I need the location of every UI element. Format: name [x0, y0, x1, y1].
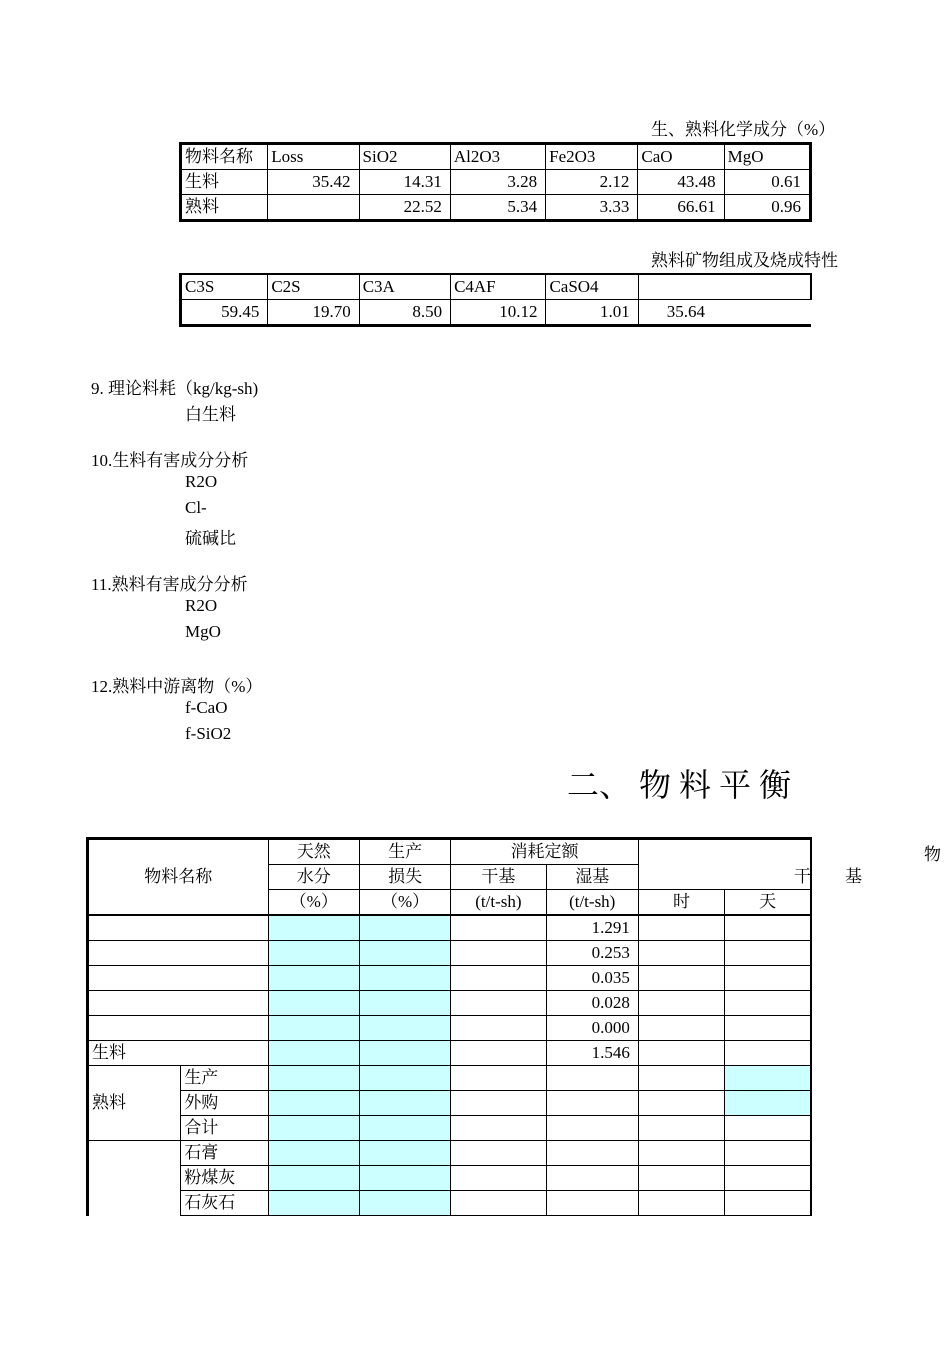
hour-cell	[638, 941, 724, 966]
chem-h6: MgO	[724, 144, 810, 170]
chem-cell: 5.34	[450, 195, 545, 221]
hour-cell	[638, 1141, 724, 1166]
wet-cell: 0.000	[546, 1016, 638, 1041]
balance-name-header: 物料名称	[88, 839, 269, 916]
loss-cell[interactable]	[359, 1016, 450, 1041]
section-12-item: f-CaO	[185, 698, 228, 717]
header-unit-wet: (t/t-sh)	[546, 890, 638, 916]
header-production: 生产	[359, 839, 450, 865]
clinker-label: 熟料	[88, 1066, 181, 1141]
dry-cell	[451, 991, 546, 1016]
chem-cell	[268, 195, 359, 221]
loss-cell[interactable]	[359, 1166, 450, 1191]
moisture-cell[interactable]	[268, 1066, 359, 1091]
mineral-cell: 19.70	[268, 300, 359, 326]
dry-cell	[451, 1166, 546, 1191]
mineral-caption: 熟料矿物组成及烧成特性	[651, 251, 838, 270]
day-cell	[725, 941, 811, 966]
mineral-h4: CaSO4	[546, 274, 638, 300]
table-row	[181, 300, 812, 326]
header-blank	[638, 839, 811, 865]
section-9-title: 9. 理论料耗（kg/kg-sh)	[91, 379, 259, 398]
mineral-h2: C3A	[359, 274, 450, 300]
moisture-cell[interactable]	[268, 915, 359, 941]
raw-meal-label: 生料	[88, 1041, 269, 1066]
chem-h3: Al2O3	[450, 144, 545, 170]
hour-cell	[638, 1091, 724, 1116]
additive-group	[88, 1141, 181, 1216]
table-row	[88, 1141, 812, 1166]
chem-h5: CaO	[638, 144, 724, 170]
header-dry: 干基	[451, 865, 546, 890]
mineral-h3: C4AF	[451, 274, 546, 300]
moisture-cell[interactable]	[268, 991, 359, 1016]
section-10-item: 硫碱比	[185, 529, 236, 548]
chem-cell: 3.28	[450, 170, 545, 195]
day-cell	[725, 1016, 811, 1041]
table-row	[88, 1041, 812, 1066]
row-label	[88, 915, 269, 941]
wet-cell: 0.028	[546, 991, 638, 1016]
day-cell	[725, 991, 811, 1016]
table-row	[88, 991, 812, 1016]
section-11-item: MgO	[185, 622, 221, 641]
hour-cell	[638, 966, 724, 991]
chem-cell: 22.52	[359, 195, 450, 221]
dry-cell	[451, 1066, 546, 1091]
loss-cell[interactable]	[359, 915, 450, 941]
chem-table	[179, 142, 812, 222]
loss-cell[interactable]	[359, 1141, 450, 1166]
header-loss: 损失	[359, 865, 450, 890]
wet-cell	[546, 1091, 638, 1116]
chem-cell: 3.33	[546, 195, 638, 221]
table-row	[181, 195, 811, 221]
clinker-sub-label: 生产	[181, 1066, 268, 1091]
row-label	[88, 966, 269, 991]
dry-cell	[451, 1116, 546, 1141]
header-pct2: （%）	[359, 890, 450, 916]
table-row	[88, 1116, 812, 1141]
day-cell[interactable]	[725, 1091, 811, 1116]
section-9-item: 白生料	[185, 405, 236, 424]
moisture-cell[interactable]	[268, 1166, 359, 1191]
hour-cell	[638, 1191, 724, 1216]
section-11-item: R2O	[185, 596, 218, 615]
moisture-cell[interactable]	[268, 1016, 359, 1041]
header-natural: 天然	[268, 839, 359, 865]
chem-cell: 66.61	[638, 195, 724, 221]
loss-cell[interactable]	[359, 966, 450, 991]
additive-label: 粉煤灰	[181, 1166, 268, 1191]
day-cell[interactable]	[725, 1066, 811, 1091]
balance-right-top: 物	[924, 845, 941, 864]
mineral-cell: 10.12	[451, 300, 546, 326]
moisture-cell[interactable]	[268, 1091, 359, 1116]
chem-cell: 14.31	[359, 170, 450, 195]
loss-cell[interactable]	[359, 941, 450, 966]
mineral-h0: C3S	[181, 274, 268, 300]
balance-table	[86, 837, 862, 1216]
chem-cell: 2.12	[546, 170, 638, 195]
day-cell	[725, 1116, 811, 1141]
dry-cell	[451, 966, 546, 991]
wet-cell	[546, 1191, 638, 1216]
mineral-cell: 8.50	[359, 300, 450, 326]
chem-cell: 43.48	[638, 170, 724, 195]
chem-caption: 生、熟料化学成分（%）	[651, 120, 836, 139]
chem-h2: SiO2	[359, 144, 450, 170]
section-12-title: 12.熟料中游离物（%）	[91, 677, 263, 696]
section-11-title: 11.熟料有害成分分析	[91, 575, 248, 594]
chem-h4: Fe2O3	[546, 144, 638, 170]
dry-cell	[451, 1191, 546, 1216]
header-hour: 时	[638, 890, 724, 916]
additive-label: 石灰石	[181, 1191, 268, 1216]
moisture-cell[interactable]	[268, 1116, 359, 1141]
header-pct1: （%）	[268, 890, 359, 916]
mineral-h5	[638, 274, 811, 300]
mineral-header-row	[181, 274, 812, 300]
balance-header-row-1	[88, 839, 812, 865]
chem-cell: 35.42	[268, 170, 359, 195]
table-row	[181, 170, 811, 195]
table-row	[88, 1191, 812, 1216]
row-label	[88, 1016, 269, 1041]
moisture-cell[interactable]	[268, 1041, 359, 1066]
mineral-cell: 1.01	[546, 300, 638, 326]
wet-cell: 0.253	[546, 941, 638, 966]
header-moisture: 水分	[268, 865, 359, 890]
day-cell	[725, 1166, 811, 1191]
section-10-title: 10.生料有害成分分析	[91, 451, 249, 470]
loss-cell[interactable]	[359, 1116, 450, 1141]
chem-h0: 物料名称	[181, 144, 268, 170]
hour-cell	[638, 991, 724, 1016]
table-row	[88, 1016, 812, 1041]
dry-cell	[451, 1041, 546, 1066]
header-dry-basis: 干 基	[794, 866, 862, 886]
table-row	[88, 915, 812, 941]
chem-cell: 熟料	[181, 195, 268, 221]
hour-cell	[638, 1066, 724, 1091]
table-row	[88, 1091, 812, 1116]
loss-cell[interactable]	[359, 1066, 450, 1091]
moisture-cell[interactable]	[268, 1191, 359, 1216]
loss-cell[interactable]	[359, 1191, 450, 1216]
moisture-cell[interactable]	[268, 966, 359, 991]
chem-cell: 0.61	[724, 170, 810, 195]
header-quota: 消耗定额	[451, 839, 639, 865]
mineral-h1: C2S	[268, 274, 359, 300]
wet-cell	[546, 1116, 638, 1141]
hour-cell	[638, 1016, 724, 1041]
chem-cell: 0.96	[724, 195, 810, 221]
wet-cell	[546, 1066, 638, 1091]
day-cell	[725, 1141, 811, 1166]
table-row	[88, 1066, 812, 1091]
table-row	[88, 1166, 812, 1191]
wet-cell	[546, 1141, 638, 1166]
header-day: 天	[725, 890, 811, 916]
wet-cell: 1.291	[546, 915, 638, 941]
loss-cell[interactable]	[359, 1041, 450, 1066]
row-label	[88, 941, 269, 966]
table-row	[88, 966, 812, 991]
section-12-item: f-SiO2	[185, 724, 232, 743]
dry-cell	[451, 941, 546, 966]
chem-cell: 生料	[181, 170, 268, 195]
wet-cell: 1.546	[546, 1041, 638, 1066]
moisture-cell[interactable]	[268, 1141, 359, 1166]
hour-cell	[638, 915, 724, 941]
dry-cell	[451, 915, 546, 941]
dry-cell	[451, 1141, 546, 1166]
table-row	[88, 941, 812, 966]
balance-heading: 二、 物 料 平 衡	[567, 767, 792, 803]
wet-cell	[546, 1166, 638, 1191]
moisture-cell[interactable]	[268, 941, 359, 966]
hour-cell	[638, 1041, 724, 1066]
header-unit-dry: (t/t-sh)	[451, 890, 546, 916]
day-cell	[725, 966, 811, 991]
hour-cell	[638, 1166, 724, 1191]
chem-header-row	[181, 144, 811, 170]
dry-cell	[451, 1016, 546, 1041]
dry-cell	[451, 1091, 546, 1116]
mineral-cell: 59.45	[181, 300, 268, 326]
clinker-sub-label: 外购	[181, 1091, 268, 1116]
header-wet: 湿基	[546, 865, 638, 890]
day-cell	[725, 1191, 811, 1216]
mineral-table	[179, 273, 812, 327]
loss-cell[interactable]	[359, 1091, 450, 1116]
section-10-item: Cl-	[185, 498, 207, 517]
loss-cell[interactable]	[359, 991, 450, 1016]
chem-h1: Loss	[268, 144, 359, 170]
row-label	[88, 991, 269, 1016]
day-cell	[725, 1041, 811, 1066]
additive-label: 石膏	[181, 1141, 268, 1166]
mineral-cell: 35.64	[638, 300, 811, 326]
day-cell	[725, 915, 811, 941]
section-10-item: R2O	[185, 472, 218, 491]
clinker-sub-label: 合计	[181, 1116, 268, 1141]
hour-cell	[638, 1116, 724, 1141]
wet-cell: 0.035	[546, 966, 638, 991]
